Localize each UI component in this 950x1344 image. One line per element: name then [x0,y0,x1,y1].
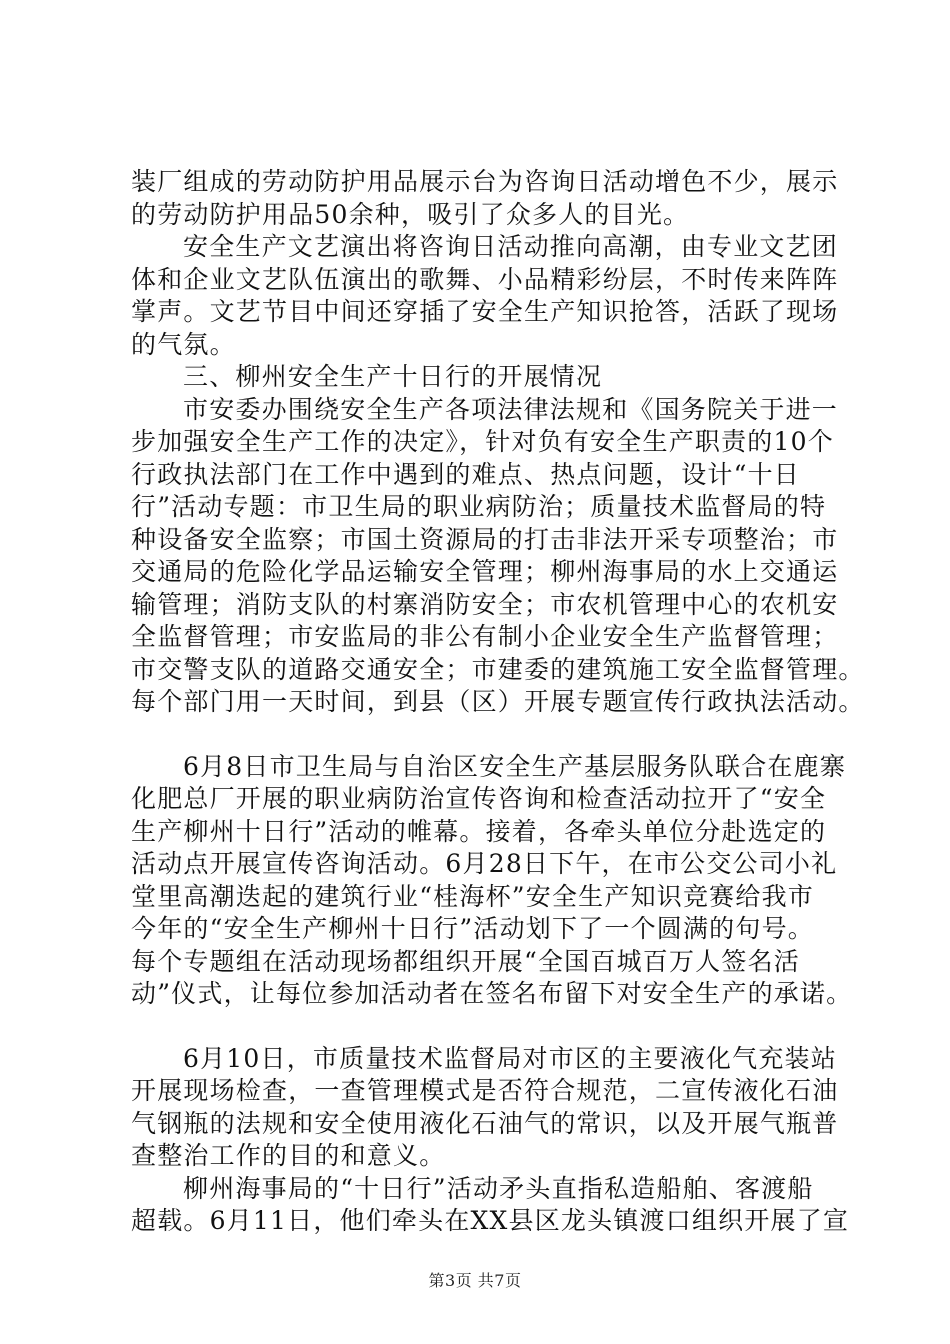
text-line: 堂里高潮迭起的建筑行业“桂海杯”安全生产知识竞赛给我市 [131,881,814,911]
text-line: 生产柳州十日行”活动的帷幕。接着，各牵头单位分赴选定的 [131,816,827,846]
text-line: 装厂组成的劳动防护用品展示台为咨询日活动增色不少，展示 [131,167,839,196]
text-line: 动”仪式，让每位参加活动者在签名布留下对安全生产的承诺。 [131,979,853,1008]
paragraph [131,394,865,719]
text-line: 三、柳州安全生产十日行的开展情况 [183,362,603,391]
paragraph [131,1173,856,1238]
text-line: 市交警支队的道路交通安全；市建委的建筑施工安全监督管理。 [131,654,865,684]
text-line: 气钢瓶的法规和安全使用液化石油气的常识，以及开展气瓶普 [131,1108,839,1138]
text-line: 的劳动防护用品50余种，吸引了众多人的目光。 [131,199,690,229]
page-footer: 第3页 共7页 [428,1271,522,1290]
paragraph [131,1043,856,1173]
text-line: 查整治工作的目的和意义。 [131,1141,446,1170]
text-line: 全监督管理；市安监局的非公有制小企业安全生产监督管理； [131,622,839,651]
text-line: 市安委办围绕安全生产各项法律法规和《国务院关于进一 [183,394,839,424]
text-line: 开展现场检查，一查管理模式是否符合规范，二宣传液化石油 [131,1076,839,1105]
text-line: 步加强安全生产工作的决定》，针对负有安全生产职责的10个 [131,427,834,456]
body-text [131,166,865,1238]
paragraph-gap [131,719,856,751]
text-line: 每个专题组在活动现场都组织开展“全国百城百万人签名活 [131,946,800,976]
text-line: 6月8日市卫生局与自治区安全生产基层服务队联合在鹿寨 [183,751,847,781]
text-line: 化肥总厂开展的职业病防治宣传咨询和检查活动拉开了“安全 [131,784,827,813]
text-line: 安全生产文艺演出将咨询日活动推向高潮，由专业文艺团 [183,232,839,261]
paragraph [131,751,856,1011]
text-line: 活动点开展宣传咨询活动。6月28日下午，在市公交公司小礼 [131,849,838,878]
paragraph [131,231,856,361]
text-line: 行”活动专题：市卫生局的职业病防治；质量技术监督局的特 [131,492,827,521]
text-line: 掌声。文艺节目中间还穿插了安全生产知识抢答，活跃了现场 [131,297,839,326]
text-line: 输管理；消防支队的村寨消防安全；市农机管理中心的农机安 [131,589,839,619]
text-line: 今年的“安全生产柳州十日行”活动划下了一个圆满的句号。 [131,914,814,943]
text-line: 交通局的危险化学品运输安全管理；柳州海事局的水上交通运 [131,557,839,586]
paragraph-gap [131,1011,856,1043]
text-line: 种设备安全监察；市国土资源局的打击非法开采专项整治；市 [131,524,839,554]
text-line: 超载。6月11日，他们牵头在XX县区龙头镇渡口组织开展了宣 [131,1206,850,1235]
text-line: 行政执法部门在工作中遇到的难点、热点问题，设计“十日 [131,459,800,489]
text-line: 每个部门用一天时间，到县（区）开展专题宣传行政执法活动。 [131,687,865,716]
text-line: 柳州海事局的“十日行”活动矛头直指私造船舶、客渡船 [183,1173,814,1203]
text-line: 的气氛。 [131,329,236,359]
paragraph [131,166,856,231]
text-line: 体和企业文艺队伍演出的歌舞、小品精彩纷层，不时传来阵阵 [131,264,839,294]
text-line: 6月10日，市质量技术监督局对市区的主要液化气充装站 [183,1043,837,1073]
paragraph [131,361,856,394]
